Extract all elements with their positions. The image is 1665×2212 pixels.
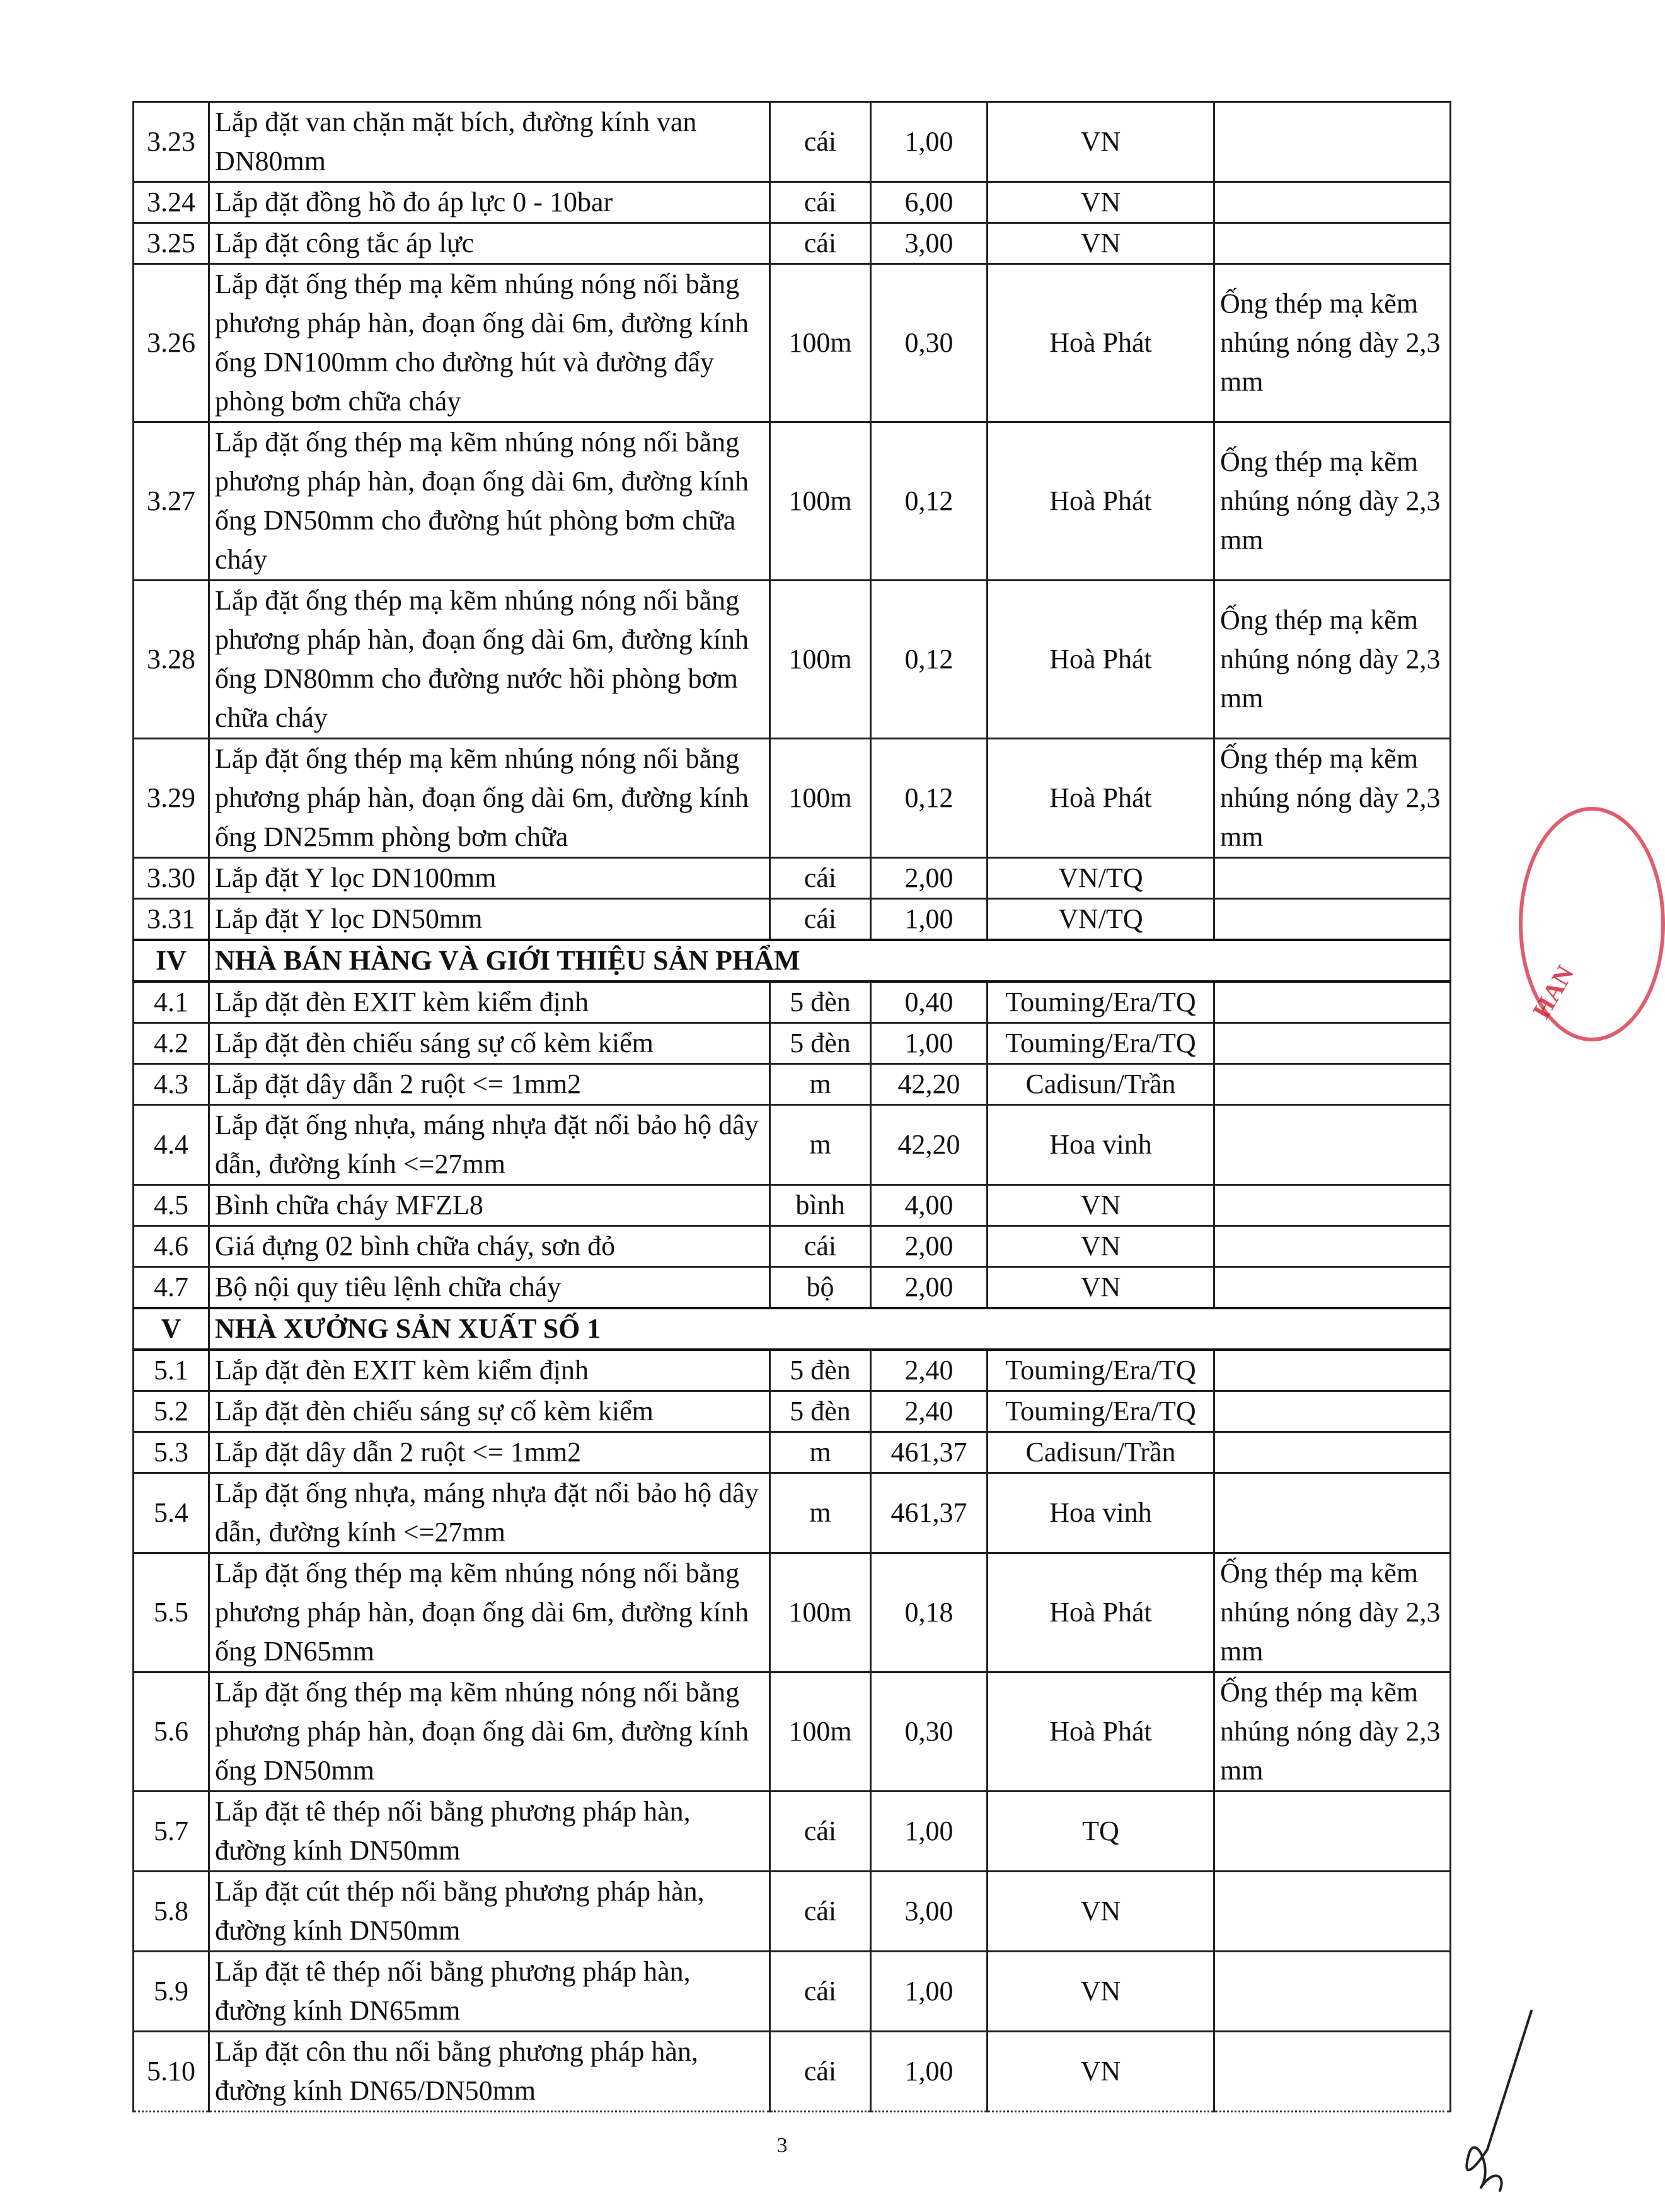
item-unit: m [770,1105,871,1185]
item-unit: cái [770,858,871,899]
item-quantity: 1,00 [871,2032,988,2112]
item-description: Lắp đặt Y lọc DN100mm [209,858,770,899]
page-number: 3 [776,2134,788,2157]
document-page [132,101,1449,2112]
item-quantity: 42,20 [871,1105,988,1185]
item-origin: Touming/Era/TQ [988,982,1214,1023]
item-quantity: 0,12 [871,739,988,858]
item-note [1214,1952,1451,2032]
item-number: 5.8 [134,1872,209,1952]
item-description: Bình chữa cháy MFZL8 [209,1185,770,1226]
item-description: Lắp đặt tê thép nối bằng phương pháp hàn, đường kính DN50mm [209,1792,770,1872]
item-number: 5.10 [134,2032,209,2112]
item-unit: bình [770,1185,871,1226]
item-description: Lắp đặt cút thép nối bằng phương pháp hàn, đường kính DN50mm [209,1872,770,1952]
item-origin: Hoà Phát [988,1672,1214,1792]
item-number: 5.2 [134,1391,209,1432]
table-row [134,1792,1451,1872]
item-description: Lắp đặt ống thép mạ kẽm nhúng nóng nối bằng phương pháp hàn, đoạn ống dài 6m, đường kính ống DN65mm [209,1553,770,1672]
item-unit: cái [770,899,871,941]
item-number: 3.24 [134,182,209,223]
item-quantity: 2,00 [871,1226,988,1267]
item-number: 4.2 [134,1023,209,1064]
table-row [134,1952,1451,2032]
item-unit: 100m [770,1672,871,1792]
item-number: 5.7 [134,1792,209,1872]
item-note [1214,102,1451,182]
item-origin: Cadisun/Trần [988,1432,1214,1473]
item-origin: VN [988,182,1214,223]
table-row [134,1350,1451,1391]
item-unit: cái [770,1952,871,2032]
item-origin: VN [988,1872,1214,1952]
item-number: 5.3 [134,1432,209,1473]
item-number: 3.31 [134,899,209,941]
item-number: 4.4 [134,1105,209,1185]
item-note [1214,1226,1451,1267]
item-number: 5.6 [134,1672,209,1792]
item-note: Ống thép mạ kẽm nhúng nóng dày 2,3 mm [1214,739,1451,858]
item-description: Lắp đặt ống nhựa, máng nhựa đặt nổi bảo hộ dây dẫn, đường kính <=27mm [209,1473,770,1553]
item-unit: m [770,1064,871,1105]
item-quantity: 2,00 [871,1267,988,1309]
item-note [1214,1872,1451,1952]
table-row [134,899,1451,941]
item-description: Giá đựng 02 bình chữa cháy, sơn đỏ [209,1226,770,1267]
item-number: 3.26 [134,264,209,422]
table-row [134,1267,1451,1309]
item-note: Ống thép mạ kẽm nhúng nóng dày 2,3 mm [1214,581,1451,739]
item-origin: Touming/Era/TQ [988,1391,1214,1432]
table-row [134,1672,1451,1792]
item-description: Lắp đặt ống thép mạ kẽm nhúng nóng nối bằng phương pháp hàn, đoạn ống dài 6m, đường kính ống DN25mm phòng bơm chữa [209,739,770,858]
item-origin: Hoà Phát [988,264,1214,422]
item-note [1214,1391,1451,1432]
item-unit: m [770,1473,871,1553]
item-number: 4.7 [134,1267,209,1309]
item-note [1214,1105,1451,1185]
item-description: Lắp đặt tê thép nối bằng phương pháp hàn, đường kính DN65mm [209,1952,770,2032]
item-description: Lắp đặt van chặn mặt bích, đường kính van DN80mm [209,102,770,182]
item-unit: 5 đèn [770,1391,871,1432]
item-note [1214,223,1451,264]
item-quantity: 0,30 [871,264,988,422]
table-row [134,2032,1451,2112]
item-unit: cái [770,102,871,182]
item-origin: VN [988,223,1214,264]
item-description: Lắp đặt đèn chiếu sáng sự cố kèm kiểm [209,1023,770,1064]
item-number: 3.29 [134,739,209,858]
item-quantity: 2,00 [871,858,988,899]
item-origin: VN [988,1185,1214,1226]
item-origin: Touming/Era/TQ [988,1023,1214,1064]
item-unit: cái [770,1872,871,1952]
table-row [134,1226,1451,1267]
item-number: 3.28 [134,581,209,739]
item-origin: Hoà Phát [988,581,1214,739]
item-description: Lắp đặt dây dẫn 2 ruột <= 1mm2 [209,1064,770,1105]
table-row [134,422,1451,581]
item-origin: Cadisun/Trần [988,1064,1214,1105]
item-quantity: 0,30 [871,1672,988,1792]
item-unit: cái [770,2032,871,2112]
item-note [1214,1432,1451,1473]
item-origin: VN [988,1952,1214,2032]
item-origin: Hoa vinh [988,1105,1214,1185]
item-unit: bộ [770,1267,871,1309]
section-title: NHÀ BÁN HÀNG VÀ GIỚI THIỆU SẢN PHẨM [209,940,1451,982]
item-note [1214,2032,1451,2112]
section-number: V [134,1308,209,1350]
item-note: Ống thép mạ kẽm nhúng nóng dày 2,3 mm [1214,1672,1451,1792]
item-note [1214,1350,1451,1391]
item-number: 3.23 [134,102,209,182]
item-number: 4.3 [134,1064,209,1105]
table-row [134,1432,1451,1473]
table-row [134,1391,1451,1432]
item-origin: Touming/Era/TQ [988,1350,1214,1391]
item-note: Ống thép mạ kẽm nhúng nóng dày 2,3 mm [1214,264,1451,422]
item-origin: VN [988,1226,1214,1267]
item-description: Lắp đặt dây dẫn 2 ruột <= 1mm2 [209,1432,770,1473]
table-row [134,1064,1451,1105]
table-row [134,581,1451,739]
item-quantity: 2,40 [871,1350,988,1391]
item-description: Lắp đặt đèn chiếu sáng sự cố kèm kiểm [209,1391,770,1432]
item-origin: TQ [988,1792,1214,1872]
table-row [134,1473,1451,1553]
table-row [134,223,1451,264]
item-number: 5.5 [134,1553,209,1672]
item-unit: 5 đèn [770,982,871,1023]
item-description: Lắp đặt ống thép mạ kẽm nhúng nóng nối bằng phương pháp hàn, đoạn ống dài 6m, đường kính ống DN50mm [209,1672,770,1792]
stamp-text: HAN [1526,960,1580,1024]
item-note [1214,899,1451,941]
table-row [134,739,1451,858]
table-row [134,102,1451,182]
item-unit: cái [770,1226,871,1267]
item-origin: VN/TQ [988,899,1214,941]
item-quantity: 1,00 [871,1952,988,2032]
item-description: Lắp đặt đèn EXIT kèm kiểm định [209,982,770,1023]
item-quantity: 461,37 [871,1473,988,1553]
item-origin: VN [988,1267,1214,1309]
item-note: Ống thép mạ kẽm nhúng nóng dày 2,3 mm [1214,422,1451,581]
section-row [134,1308,1451,1350]
item-origin: VN [988,2032,1214,2112]
item-unit: 100m [770,264,871,422]
table-row [134,982,1451,1023]
item-note [1214,858,1451,899]
item-origin: Hoà Phát [988,422,1214,581]
item-unit: m [770,1432,871,1473]
item-origin: Hoà Phát [988,739,1214,858]
item-unit: 100m [770,1553,871,1672]
table-row [134,1023,1451,1064]
item-quantity: 2,40 [871,1391,988,1432]
item-quantity: 461,37 [871,1432,988,1473]
item-number: 5.9 [134,1952,209,2032]
item-number: 5.4 [134,1473,209,1553]
item-description: Lắp đặt ống thép mạ kẽm nhúng nóng nối bằng phương pháp hàn, đoạn ống dài 6m, đường kính ống DN80mm cho đường nước hồi phòng bơm chữa cháy [209,581,770,739]
table-row [134,1105,1451,1185]
materials-table [132,101,1451,2112]
item-note [1214,1023,1451,1064]
item-number: 4.1 [134,982,209,1023]
item-note [1214,1473,1451,1553]
item-note [1214,182,1451,223]
item-description: Lắp đặt ống thép mạ kẽm nhúng nóng nối bằng phương pháp hàn, đoạn ống dài 6m, đường kính ống DN50mm cho đường hút phòng bơm chữa cháy [209,422,770,581]
item-description: Lắp đặt đồng hồ đo áp lực 0 - 10bar [209,182,770,223]
table-body [134,102,1451,2112]
item-description: Lắp đặt Y lọc DN50mm [209,899,770,941]
item-quantity: 1,00 [871,102,988,182]
item-unit: 100m [770,739,871,858]
item-quantity: 3,00 [871,223,988,264]
item-number: 5.1 [134,1350,209,1391]
item-origin: Hoa vinh [988,1473,1214,1553]
section-row [134,940,1451,982]
item-note [1214,1792,1451,1872]
item-quantity: 1,00 [871,1023,988,1064]
item-quantity: 0,40 [871,982,988,1023]
item-quantity: 1,00 [871,1792,988,1872]
item-unit: 100m [770,581,871,739]
item-description: Lắp đặt côn thu nối bằng phương pháp hàn, đường kính DN65/DN50mm [209,2032,770,2112]
table-row [134,858,1451,899]
signature-mark [1449,2005,1538,2194]
item-description: Lắp đặt công tắc áp lực [209,223,770,264]
item-origin: VN/TQ [988,858,1214,899]
table-row [134,264,1451,422]
table-row [134,1872,1451,1952]
item-number: 3.30 [134,858,209,899]
item-origin: Hoà Phát [988,1553,1214,1672]
item-note [1214,1267,1451,1309]
item-description: Lắp đặt ống thép mạ kẽm nhúng nóng nối bằng phương pháp hàn, đoạn ống dài 6m, đường kính ống DN100mm cho đường hút và đường đẩy phòng bơm chữa cháy [209,264,770,422]
item-quantity: 3,00 [871,1872,988,1952]
item-number: 4.6 [134,1226,209,1267]
item-note: Ống thép mạ kẽm nhúng nóng dày 2,3 mm [1214,1553,1451,1672]
item-unit: 100m [770,422,871,581]
section-number: IV [134,940,209,982]
item-note [1214,1185,1451,1226]
item-unit: cái [770,1792,871,1872]
table-row [134,1553,1451,1672]
item-quantity: 0,12 [871,422,988,581]
item-number: 4.5 [134,1185,209,1226]
item-origin: VN [988,102,1214,182]
item-quantity: 6,00 [871,182,988,223]
item-quantity: 4,00 [871,1185,988,1226]
section-title: NHÀ XƯỞNG SẢN XUẤT SỐ 1 [209,1308,1451,1350]
item-description: Lắp đặt ống nhựa, máng nhựa đặt nổi bảo hộ dây dẫn, đường kính <=27mm [209,1105,770,1185]
item-quantity: 42,20 [871,1064,988,1105]
item-description: Bộ nội quy tiêu lệnh chữa cháy [209,1267,770,1309]
item-quantity: 0,12 [871,581,988,739]
item-number: 3.25 [134,223,209,264]
item-unit: cái [770,223,871,264]
table-row [134,182,1451,223]
item-quantity: 0,18 [871,1553,988,1672]
item-description: Lắp đặt đèn EXIT kèm kiểm định [209,1350,770,1391]
table-row [134,1185,1451,1226]
item-note [1214,1064,1451,1105]
item-number: 3.27 [134,422,209,581]
item-unit: 5 đèn [770,1350,871,1391]
item-unit: cái [770,182,871,223]
item-note [1214,982,1451,1023]
item-quantity: 1,00 [871,899,988,941]
item-unit: 5 đèn [770,1023,871,1064]
